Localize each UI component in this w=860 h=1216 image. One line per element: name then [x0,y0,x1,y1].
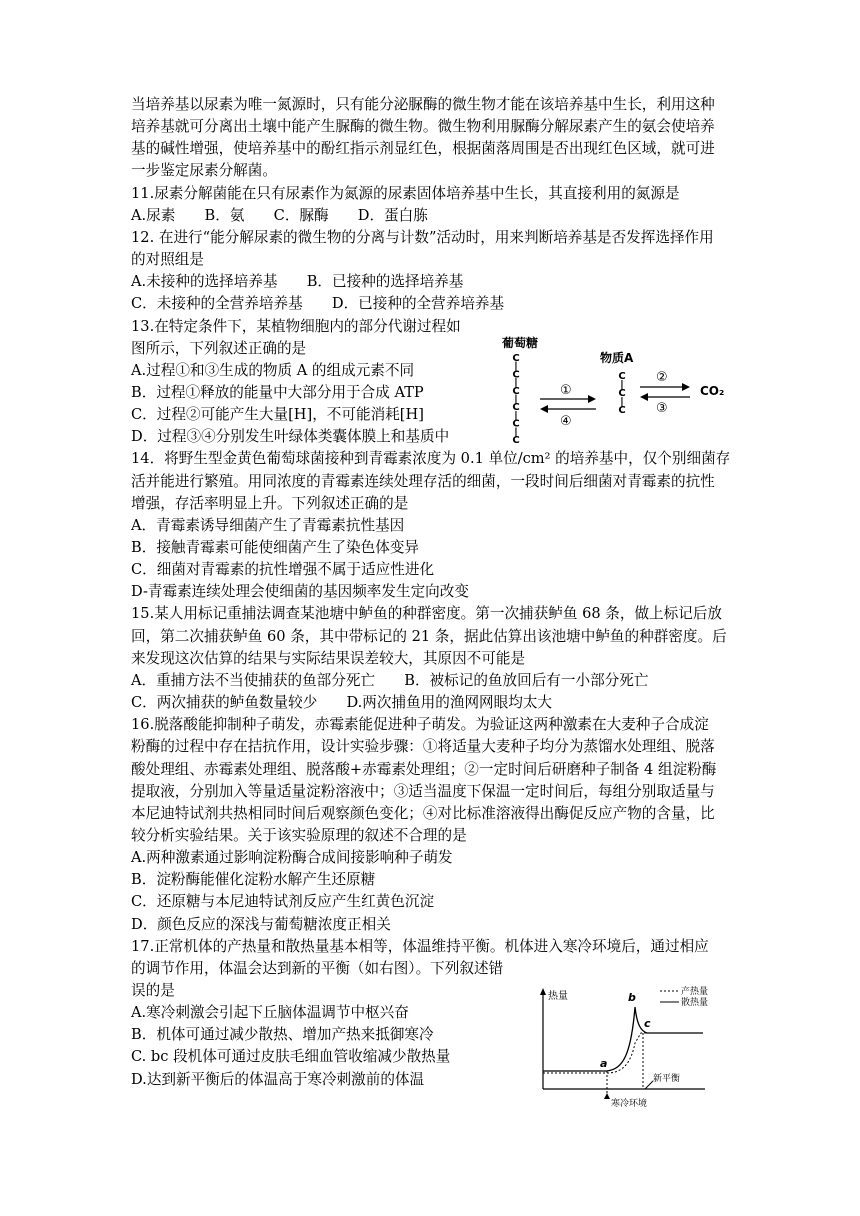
y-axis-label: 热量 [548,991,568,1002]
glucose-bond: | [514,410,518,422]
substance-a-atom: C [618,405,626,416]
heat-production-curve [543,1033,703,1073]
arrow-step3-head [640,393,648,401]
text-line: 一步鉴定尿素分解菌。 [131,162,277,180]
metabolism-figure [500,335,740,455]
text-line: 回，第二次捕获鲈鱼 60 条，其中带标记的 21 条，据此估算出该池塘中鲈鱼的种群密度。后 [131,627,727,645]
glucose-atom: C [512,385,520,397]
glucose-atom: C [512,353,520,364]
glucose-chain [512,353,519,446]
text-line: 酸处理组、赤霉素处理组、脱落酸+赤霉素处理组；②一定时间后研磨种子制备 4 组淀粉酶 [131,760,717,778]
text-line: 11.尿素分解菌能在只有尿素作为氮源的尿素固体培养基中生长，其直接利用的氮源是 [131,184,680,202]
substance-a-atom: C [618,371,626,382]
text-line: A.两种激素通过影响淀粉酶合成间接影响种子萌发 [131,849,453,867]
text-line: 误的是 [131,982,175,999]
substance-a-label: 物质A [600,351,634,365]
text-line: A.未接种的选择培养基 B．已接种的选择培养基 [131,273,464,291]
cold-env-label: 寒冷环境 [611,1099,648,1109]
point-a: a [600,1057,608,1070]
step2-label: ② [656,370,668,385]
text-line: C．细菌对青霉素的抗性增强不属于适应性进化 [131,561,435,579]
text-line: C．还原糖与本尼迪特试剂反应产生红黄色沉淀 [131,893,435,911]
text-line: B．过程①释放的能量中大部分用于合成 ATP [131,383,424,401]
text-line: 12. 在进行“能分解尿素的微生物的分离与计数”活动时，用来判断培养基是否发挥选择作用 [131,228,714,246]
substance-a-bond: | [620,379,624,391]
text-line: A.过程①和③生成的物质 A 的组成元素不同 [131,361,415,379]
legend-heat-loss: 散热量 [681,998,709,1008]
substance-a-bond: | [620,396,624,408]
glucose-atom: C [512,402,520,414]
text-line: 基的碱性增强，使培养基中的酚红指示剂显红色，根据菌落周围是否出现红色区域，就可进 [131,140,715,158]
text-line: B．淀粉酶能催化淀粉水解产生还原糖 [131,871,376,889]
text-line: 较分析实验结果。关于该实验原理的叙述不合理的是 [131,826,467,844]
text-line: 活并能进行繁殖。用同浓度的青霉素连续处理存活的细菌，一段时间后细菌对青霉素的抗性 [131,472,715,490]
text-line: 13.在特定条件下，某植物细胞内的部分代谢过程如 [131,317,461,335]
text-line: 15.某人用标记重捕法调查某池塘中鲈鱼的种群密度。第一次捕获鲈鱼 68 条，做上标记后放 [131,605,723,623]
y-axis-arrow [540,988,546,995]
new-balance-label: 新平衡 [653,1074,681,1084]
glucose-atom: C [512,435,520,446]
text-line: D．过程③④分别发生叶绿体类囊体膜上和基质中 [131,428,450,446]
arrow-step4-head [540,405,548,413]
text-line: 16.脱落酸能抑制种子萌发，赤霉素能促进种子萌发。为验证这两种激素在大麦种子合成淀 [131,716,709,734]
step3-label: ③ [656,401,668,416]
text-line: A．重捕方法不当使捕获的鱼部分死亡 B．被标记的鱼放回后有一小部分死亡 [131,671,649,689]
glucose-bond: | [514,361,518,373]
text-line: 14．将野生型金黄色葡萄球菌接种到青霉素浓度为 0.1 单位/cm² 的培养基中，仅个别细菌存 [131,450,731,468]
text-line: C. bc 段机体可通过皮肤毛细血管收缩减少散热量 [131,1048,451,1066]
text-line: 17.正常机体的产热量和散热量基本相等，体温维持平衡。机体进入寒冷环境后，通过相应 [131,937,709,955]
glucose-atom: C [512,369,520,381]
step1-label: ① [560,383,572,398]
text-line: 图所示，下列叙述正确的是 [131,339,307,357]
glucose-atom: C [512,418,520,430]
text-line: D．颜色反应的深浅与葡萄糖浓度正相关 [131,915,391,933]
text-line: 本尼迪特试剂共热相同时间后观察颜色变化；④对比标准溶液得出酶促反应产物的含量，比 [131,804,715,822]
point-c: c [644,1017,651,1030]
text-line: 的对照组是 [131,251,204,269]
text-line: 来发现这次估算的结果与实际结果误差较大，其原因不可能是 [131,649,526,667]
glucose-bond: | [514,377,518,389]
text-line: A．青霉素诱导细菌产生了青霉素抗性基因 [131,516,405,534]
text-line: 培养基就可分离出土壤中能产生脲酶的微生物。微生物利用脲酶分解尿素产生的氨会使培养 [131,118,715,136]
text-line: B．接触青霉素可能使细菌产生了染色体变异 [131,539,420,556]
arrow-step2-head [682,383,690,391]
text-line: C．过程②可能产生大量[H]，不可能消耗[H] [131,406,424,424]
heat-loss-curve [543,1007,703,1071]
text-line: C．未接种的全营养培养基 D．已接种的全营养培养基 [131,295,505,313]
glucose-bond: | [514,426,518,438]
substance-a-chain [618,371,625,416]
text-line: B．机体可通过减少散热、增加产热来抵御寒冷 [131,1026,434,1044]
substance-a-atom: C [618,388,626,399]
step4-label: ④ [560,414,572,429]
co2-label: CO₂ [700,384,725,398]
text-line: 提取液，分别加入等量适量淀粉溶液中；③适当温度下保温一定时间后，每组分别取适量与 [131,782,715,800]
glucose-label: 葡萄糖 [502,336,539,350]
text-line: 粉酶的过程中存在拮抗作用，设计实验步骤：①将适量大麦种子均分为蒸馏水处理组、脱落 [131,738,715,756]
new-balance-pointer [645,1081,653,1089]
text-line: D-青霉素连续处理会使细菌的基因频率发生定向改变 [131,583,469,601]
text-line: A.尿素 B．氨 C．脲酶 D．蛋白胨 [131,206,428,224]
text-line: A.寒冷刺激会引起下丘脑体温调节中枢兴奋 [131,1004,409,1022]
text-line: D.达到新平衡后的体温高于寒冷刺激前的体温 [131,1070,425,1088]
text-line: C．两次捕获的鲈鱼数量较少 D.两次捕鱼用的渔网网眼均太大 [131,694,553,712]
legend-heat-production: 产热量 [681,987,709,997]
glucose-bond: | [514,394,518,405]
heat-balance-graph [535,985,710,1115]
text-line: 增强，存活率明显上升。下列叙述正确的是 [131,494,409,512]
cold-env-arrow [604,1093,610,1099]
arrow-step1-head [588,395,596,403]
point-b: b [628,991,636,1004]
text-line: 当培养基以尿素为唯一氮源时，只有能分泌脲酶的微生物才能在该培养基中生长，利用这种 [131,96,715,113]
text-line: 的调节作用，体温会达到新的平衡（如右图）。下列叙述错 [131,959,504,977]
